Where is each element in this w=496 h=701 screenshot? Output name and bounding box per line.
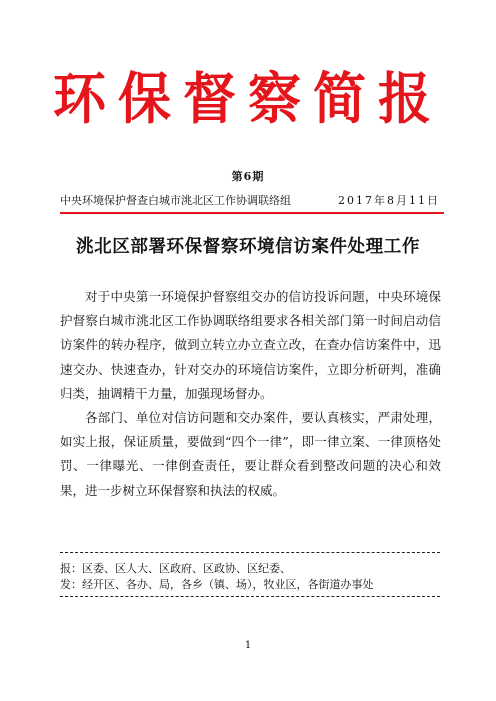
body-paragraph: 各部门、单位对信访问题和交办案件，要认真核实，严肃处理，如实上报，保证质量，要做到“四个一律”，即一律立案、一律顶格处罚、一律曝光、一律倒查责任，要让群众看到整改问题的决心和效果，进一步树立环保督察和执法的权威。 — [60, 410, 441, 498]
distribution-divider-top — [60, 552, 440, 553]
distribution-divider-bottom — [60, 596, 440, 597]
page-number: 1 — [244, 640, 252, 651]
article-title: 洮北区部署环保督察环境信访案件处理工作 — [76, 237, 420, 257]
report-to-line: 报：区委、区人大、区政府、区政协、区纪委、 — [60, 562, 291, 575]
issuer-date-row — [60, 192, 440, 208]
issuer-name: 中央环境保护督查白城市洮北区工作协调联络组 — [60, 194, 291, 207]
issue-number: 第6期 — [231, 170, 265, 183]
send-to-line: 发：经开区、各办、局，各乡（镇、场），牧业区，各街道办事处 — [60, 578, 374, 591]
article-body — [60, 285, 441, 503]
masthead-title: 环保督察简报 — [53, 66, 443, 132]
body-paragraph: 对于中央第一环境保护督察组交办的信访投诉问题，中央环境保护督察白城市洮北区工作协调联络组要求各相关部门第一时间启动信访案件的转办程序，做到立转立办立查立改，在查办信访案件中，迅速交办、快速查办，针对交办的环境信访案件，立即分析研判，准确归类，抽调精干力量，加强现场督办。 — [60, 289, 441, 401]
distribution-list — [60, 561, 445, 593]
masthead-divider — [60, 212, 444, 214]
issue-date: 2017年8月11日 — [338, 194, 440, 207]
masthead — [0, 60, 496, 130]
